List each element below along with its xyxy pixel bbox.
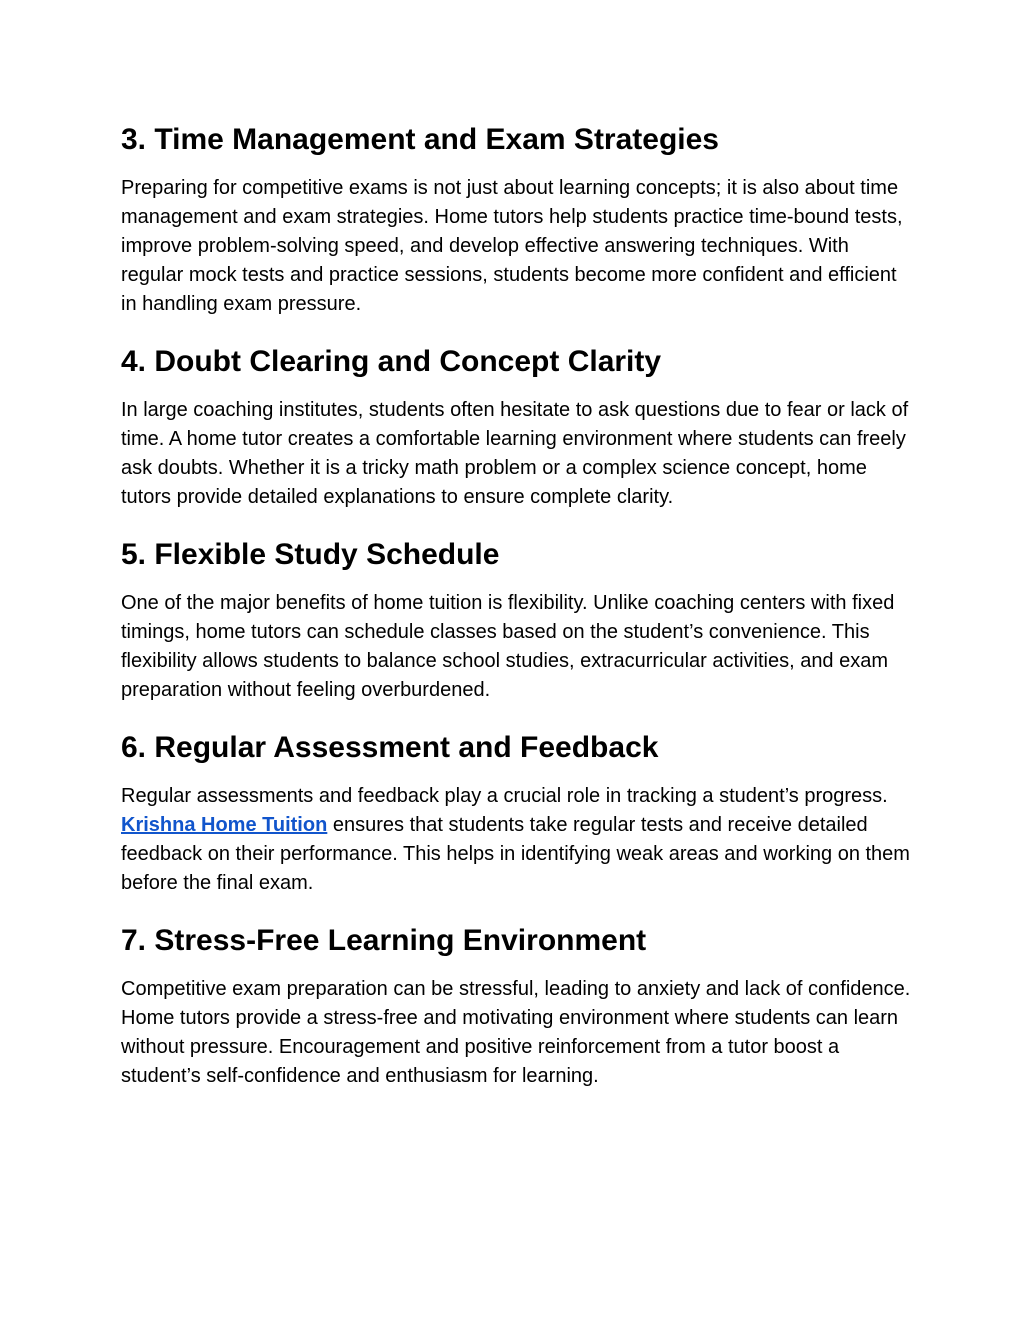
section-heading: 5. Flexible Study Schedule [121,538,500,571]
section-heading: 3. Time Management and Exam Strategies [121,123,719,156]
section-time-management [121,120,911,319]
section-heading: 6. Regular Assessment and Feedback [121,731,659,764]
paragraph-text-before-link: Regular assessments and feedback play a crucial role in tracking a student’s progress. [121,785,888,807]
document-page [121,100,911,1114]
section-paragraph: One of the major benefits of home tuition is flexibility. Unlike coaching centers with fixed timings, home tutors can schedule classes based on the student’s convenience. This flexibility allows students to balance school studies, extracurricular activities, and exam preparation without feeling overburdened. [121,592,895,701]
section-doubt-clearing [121,342,911,512]
section-paragraph [121,782,911,898]
section-paragraph: Competitive exam preparation can be stressful, leading to anxiety and lack of confidence. Home tutors provide a stress-free and motivating environment where students can learn without pressure. Encouragement and positive reinforcement from a tutor boost a student’s self-confidence and enthusiasm for learning. [121,978,911,1087]
section-heading: 4. Doubt Clearing and Concept Clarity [121,345,662,378]
section-paragraph: Preparing for competitive exams is not just about learning concepts; it is also about time management and exam strategies. Home tutors help students practice time-bound tests, improve problem-solving speed, and develop effective answering techniques. With regular mock tests and practice sessions, students become more confident and efficient in handling exam pressure. [121,177,903,315]
section-heading: 7. Stress-Free Learning Environment [121,924,647,957]
section-stress-free [121,921,911,1091]
section-paragraph: In large coaching institutes, students often hesitate to ask questions due to fear or lack of time. A home tutor creates a comfortable learning environment where students can freely ask doubts. Whether it is a tricky math problem or a complex science concept, home tutors provide detailed explanations to ensure complete clarity. [121,399,909,508]
krishna-home-tuition-link[interactable]: Krishna Home Tuition [121,814,328,836]
paragraph-text-after-link: ensures that students take regular tests and receive detailed feedback on their performance. This helps in identifying weak areas and working on them before the final exam. [121,814,910,894]
section-flexible-schedule [121,535,911,705]
section-assessment-feedback [121,728,911,898]
